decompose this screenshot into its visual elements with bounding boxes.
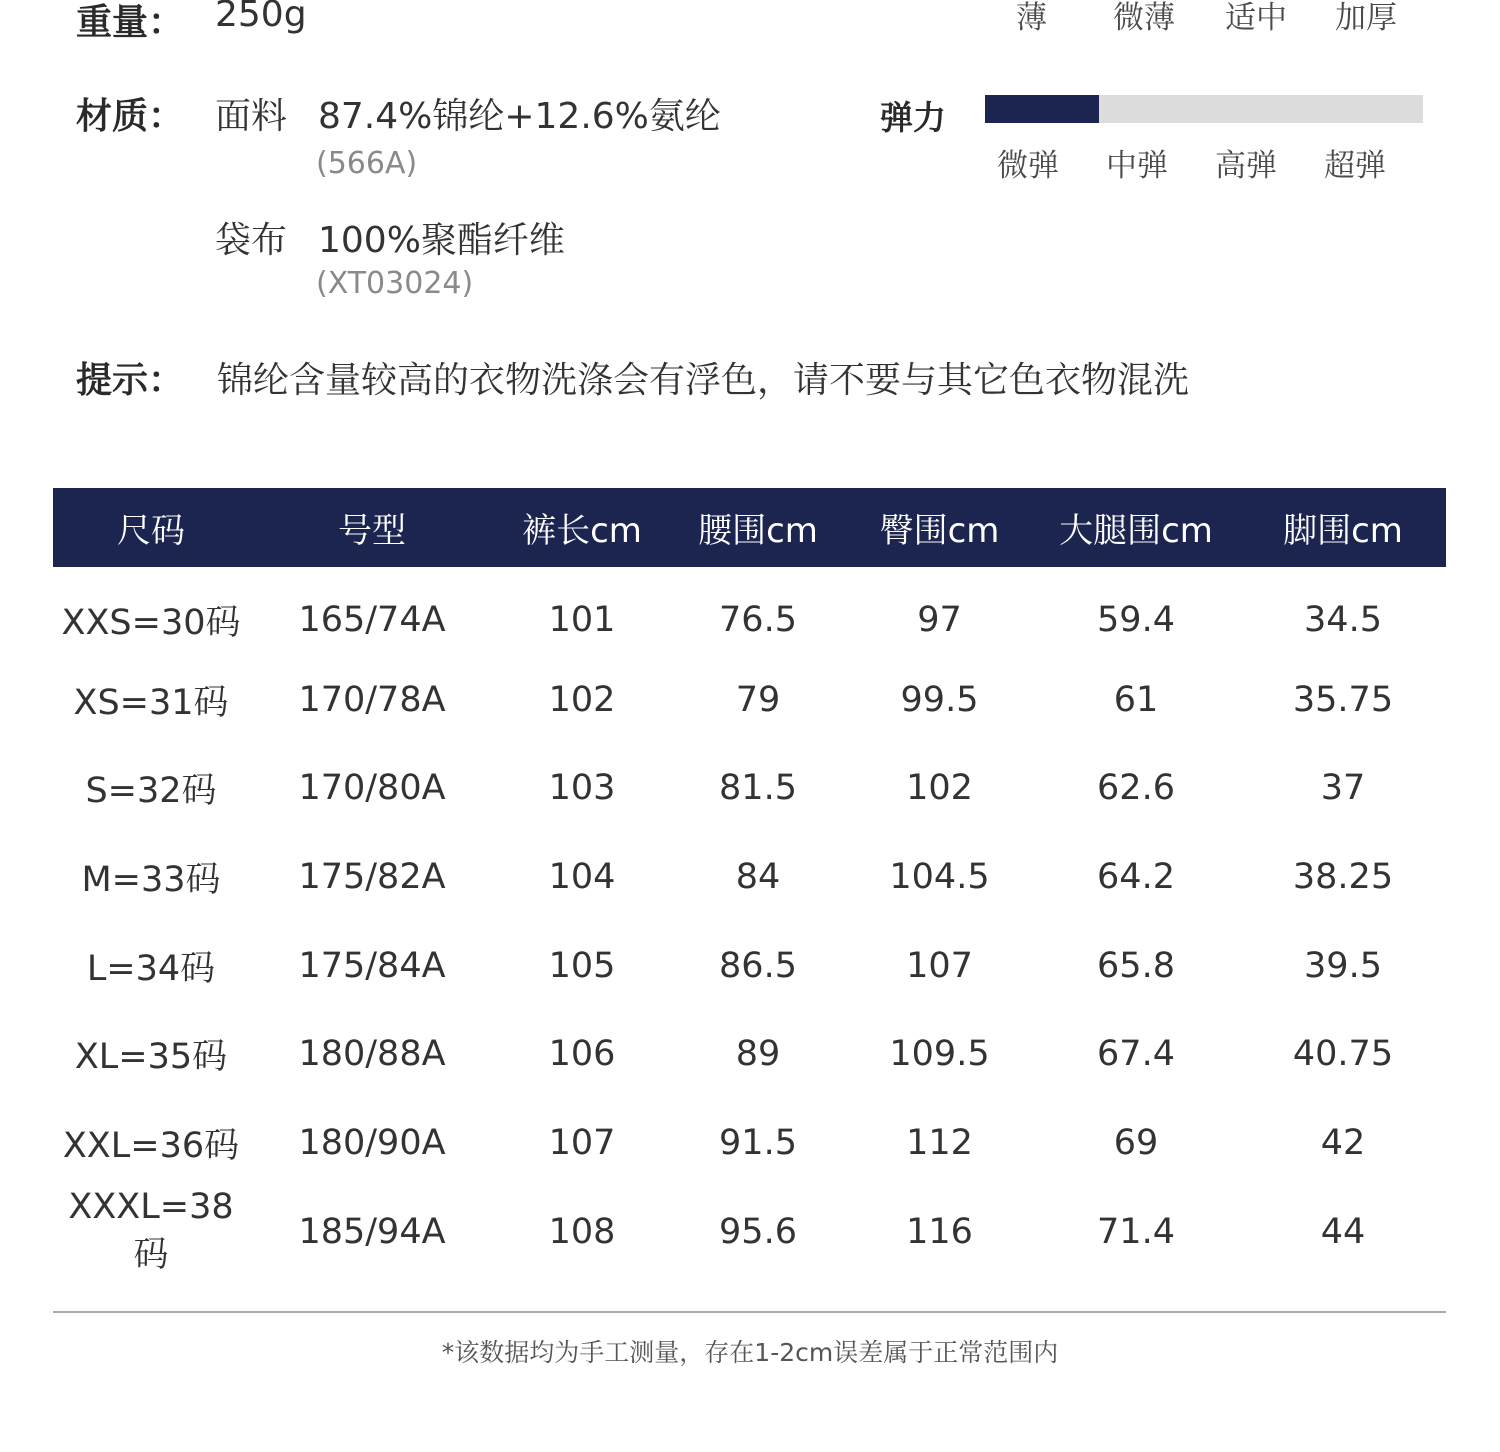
table-cell: 104	[548, 857, 616, 898]
column-header: 号型	[338, 511, 406, 551]
table-cell: 84	[735, 857, 781, 898]
table-cell: 34.5	[1304, 600, 1382, 641]
table-cell: 71.4	[1097, 1212, 1175, 1253]
table-cell: XXS=30码	[61, 603, 241, 644]
table-cell: 44	[1320, 1212, 1366, 1253]
pocket-name: 袋布	[215, 220, 288, 261]
table-cell: 180/88A	[298, 1034, 446, 1075]
thickness-level: 适中	[1225, 0, 1287, 36]
table-cell: 69	[1113, 1122, 1159, 1163]
table-cell: 38.25	[1292, 857, 1394, 898]
weight-label: 重量：	[76, 2, 185, 43]
fabric-code: (566A)	[316, 146, 418, 181]
table-cell: 95.6	[719, 1212, 797, 1253]
elasticity-level: 超弹	[1324, 148, 1386, 184]
thickness-level: 加厚	[1335, 0, 1397, 36]
table-cell: 35.75	[1292, 679, 1394, 720]
table-cell: 40.75	[1292, 1034, 1394, 1075]
table-cell: 59.4	[1097, 600, 1175, 641]
table-cell: 185/94A	[298, 1212, 446, 1253]
table-cell: 76.5	[719, 600, 797, 641]
table-cell: 102	[906, 768, 973, 809]
elasticity-bar-fill	[985, 95, 1099, 123]
footnote: *该数据均为手工测量，存在1-2cm误差属于正常范围内	[441, 1338, 1059, 1367]
table-cell: 81.5	[719, 768, 797, 809]
column-header: 脚围cm	[1283, 511, 1403, 551]
table-cell: 180/90A	[298, 1122, 446, 1163]
table-cell: 65.8	[1097, 945, 1175, 986]
pocket-value: 100%聚酯纤维	[318, 220, 565, 261]
elasticity-label: 弹力	[880, 98, 946, 137]
table-row	[53, 921, 1446, 1010]
table-cell: S=32码	[85, 771, 217, 812]
size-table	[53, 488, 1446, 1277]
table-cell: 170/78A	[298, 679, 446, 720]
table-cell: 101	[548, 600, 616, 641]
table-cell: 62.6	[1097, 768, 1175, 809]
table-cell: M=33码	[81, 860, 221, 901]
table-cell: 116	[906, 1212, 973, 1253]
elasticity-level: 微弹	[997, 148, 1059, 184]
table-cell: L=34码	[86, 948, 216, 989]
table-cell: 42	[1320, 1122, 1366, 1163]
table-cell: 61	[1113, 679, 1159, 720]
table-cell: XL=35码	[74, 1037, 228, 1078]
elasticity-scale	[0, 140, 1500, 184]
elasticity-level: 中弹	[1106, 148, 1168, 184]
elasticity-level: 高弹	[1215, 148, 1277, 184]
table-cell: 39.5	[1304, 945, 1382, 986]
column-header: 大腿围cm	[1059, 511, 1213, 551]
table-row	[53, 833, 1446, 922]
table-row	[53, 567, 1446, 656]
table-cell: 108	[548, 1212, 616, 1253]
table-row	[53, 1187, 1446, 1277]
table-cell: 106	[548, 1034, 616, 1075]
table-cell: 64.2	[1097, 857, 1175, 898]
table-row	[53, 1010, 1446, 1099]
table-cell: 99.5	[900, 679, 979, 720]
table-cell: 112	[906, 1122, 973, 1163]
table-cell: 97	[917, 600, 962, 641]
table-cell: 89	[735, 1034, 781, 1075]
pocket-code: (XT03024)	[316, 266, 474, 301]
column-header: 尺码	[117, 511, 185, 551]
weight-value: 250g	[215, 0, 307, 35]
thickness-level: 薄	[1016, 0, 1047, 36]
table-cell: XXXL=38码	[68, 1187, 234, 1276]
thickness-level: 微薄	[1113, 0, 1175, 36]
tip-label: 提示：	[76, 360, 185, 401]
table-cell: XS=31码	[73, 682, 229, 723]
table-cell: 105	[548, 945, 616, 986]
table-cell: 107	[906, 945, 973, 986]
material-label: 材质：	[76, 96, 185, 137]
size-table-header	[53, 488, 1446, 567]
table-cell: 79	[735, 679, 781, 720]
column-header: 臀围cm	[879, 511, 1000, 551]
table-cell: 170/80A	[298, 768, 446, 809]
tip-text: 锦纶含量较高的衣物洗涤会有浮色，请不要与其它色衣物混洗	[217, 360, 1190, 401]
table-cell: 107	[548, 1122, 616, 1163]
table-cell: 102	[548, 679, 616, 720]
table-cell: 91.5	[719, 1122, 797, 1163]
column-header: 腰围cm	[698, 511, 818, 551]
elasticity-bar	[985, 95, 1423, 123]
table-cell: 104.5	[889, 857, 990, 898]
divider	[53, 1311, 1446, 1313]
table-cell: XXL=36码	[62, 1125, 240, 1166]
table-cell: 37	[1320, 768, 1366, 809]
table-cell: 175/84A	[298, 945, 446, 986]
table-row	[53, 656, 1446, 745]
table-row	[53, 1099, 1446, 1188]
table-row	[53, 744, 1446, 833]
table-cell: 86.5	[719, 945, 797, 986]
table-cell: 103	[548, 768, 616, 809]
table-cell: 109.5	[889, 1034, 990, 1075]
fabric-value: 87.4%锦纶+12.6%氨纶	[318, 96, 721, 137]
table-cell: 165/74A	[298, 600, 446, 641]
fabric-name: 面料	[215, 96, 288, 137]
table-cell: 175/82A	[298, 857, 446, 898]
thickness-scale	[0, 0, 1500, 36]
column-header: 裤长cm	[522, 511, 642, 551]
table-cell: 67.4	[1097, 1034, 1175, 1075]
